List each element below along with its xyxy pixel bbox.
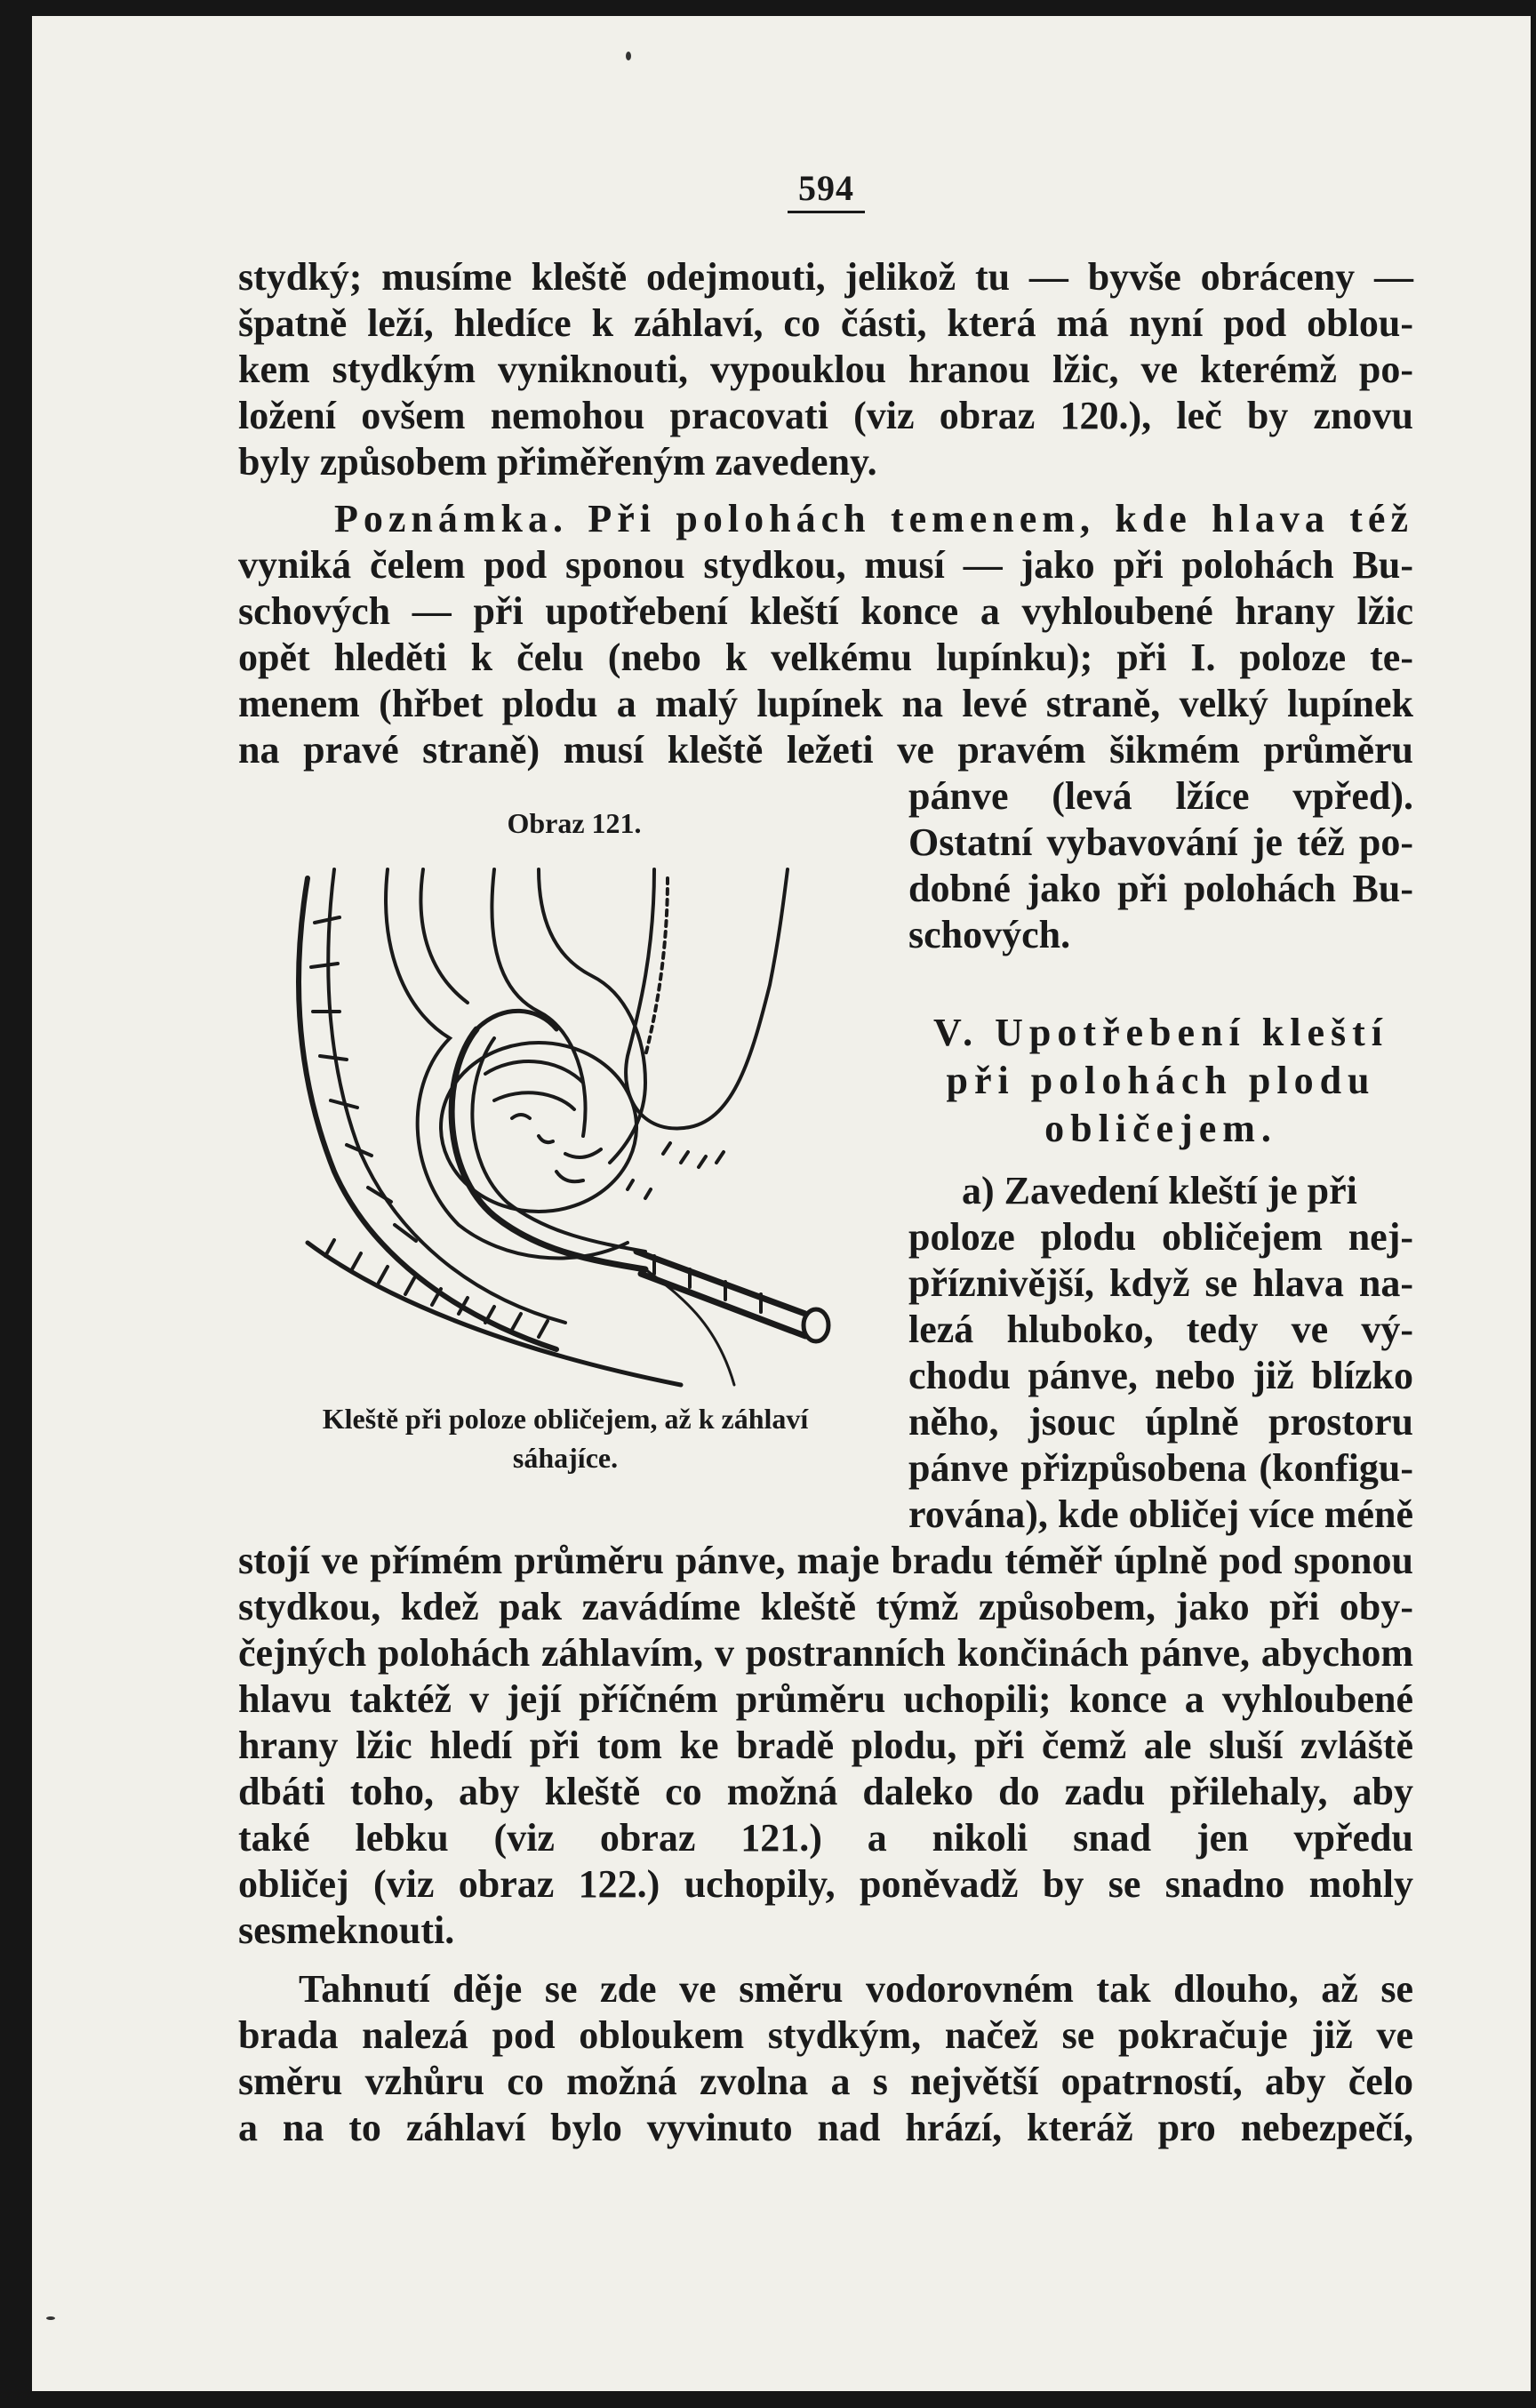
- text-line: stydkou, kdež pak zavádíme kleště týmž způsobem, jako při oby-: [238, 1585, 1413, 1628]
- text-line: kem stydkým vyniknouti, vypouklou hranou lžic, ve kterémž po-: [238, 348, 1413, 391]
- text-line: stojí ve přímém průměru pánve, maje bradu téměř úplně pod sponou: [238, 1539, 1413, 1582]
- text-line: dbáti toho, aby kleště co možná daleko do zadu přilehaly, aby: [238, 1770, 1413, 1813]
- text-line: dobné jako při polohách Bu-: [908, 867, 1413, 910]
- text-line: hlavu taktéž v její příčném průměru uchopili; konce a vyhloubené: [238, 1677, 1413, 1721]
- text-line: vyniká čelem pod sponou stydkou, musí — jako při polohách Bu-: [238, 543, 1413, 587]
- text-line: a na to záhlaví bylo vyvinuto nad hrází, kteráž pro nebezpečí,: [238, 2106, 1413, 2149]
- figure-label: Obraz 121.: [507, 807, 642, 839]
- text-line: poloze plodu obličejem nej-: [908, 1215, 1413, 1259]
- text-line: lezá hluboko, tedy ve vý-: [908, 1308, 1413, 1351]
- note-heading-line: Poznámka. Při polohách temenem, kde hlava též: [334, 497, 1413, 540]
- text-line: na pravé straně) musí kleště ležeti ve pravém šikmém průměru: [238, 728, 1413, 772]
- figure-caption-line: Kleště při poloze obličejem, až k záhlaví: [322, 1403, 809, 1435]
- text-line: opět hleděti k čelu (nebo k velkému lupínku); při I. poloze te-: [238, 636, 1413, 679]
- text-line: obličej (viz obraz 122.) uchopily, poněvadž by se snadno mohly: [238, 1862, 1413, 1906]
- text-line: a) Zavedení kleští je při: [962, 1169, 1357, 1212]
- text-line: stydký; musíme kleště odejmouti, jelikož tu — byvše obráceny —: [238, 255, 1413, 299]
- text-line: schových.: [908, 913, 1071, 956]
- text-line: chodu pánve, nebo již blízko: [908, 1354, 1413, 1397]
- text-line: byly způsobem přiměřeným zavedeny.: [238, 440, 877, 484]
- figure-caption-line: sáhajíce.: [512, 1442, 619, 1474]
- text-line: Tahnutí děje se zde ve směru vodorovném tak dlouho, až se: [299, 1967, 1413, 2011]
- text-line: čejných polohách záhlavím, v postranních končinách pánve, abychom: [238, 1631, 1413, 1675]
- text-line: sesmeknouti.: [238, 1908, 455, 1952]
- text-line: menem (hřbet plodu a malý lupínek na levé straně, velký lupínek: [238, 682, 1413, 725]
- text-line: něho, jsouc úplně prostoru: [908, 1400, 1413, 1444]
- text-line: schových — při upotřebení kleští konce a vyhloubené hrany lžic: [238, 589, 1413, 633]
- forceps-illustration: [272, 852, 859, 1403]
- book-page: [32, 16, 1531, 2391]
- text-line: příznivější, když se hlava na-: [908, 1261, 1413, 1305]
- text-line: také lebku (viz obraz 121.) a nikoli snad jen vpředu: [238, 1816, 1413, 1860]
- text-line: hrany lžic hledí při tom ke bradě plodu, při čemž ale sluší zvláště: [238, 1724, 1413, 1767]
- text-line: špatně leží, hledíce k záhlaví, co části, která má nyní pod oblou-: [238, 301, 1413, 345]
- text-line: pánve (levá lžíce vpřed).: [908, 774, 1413, 818]
- text-line: rována), kde obličej více méně: [908, 1492, 1413, 1536]
- section-heading-line: V. Upotřebení kleští: [933, 1011, 1388, 1054]
- ink-speck: [46, 2316, 55, 2320]
- section-heading-line: při polohách plodu: [946, 1059, 1376, 1102]
- text-line: ložení ovšem nemohou pracovati (viz obraz 120.), leč by znovu: [238, 394, 1413, 437]
- section-heading-line: obličejem.: [1044, 1107, 1277, 1150]
- text-line: Ostatní vybavování je též po-: [908, 820, 1413, 864]
- page-number: 594: [788, 167, 865, 213]
- text-line: pánve přizpůsobena (konfigu-: [908, 1446, 1413, 1490]
- ink-speck: [626, 52, 631, 60]
- text-line: brada nalezá pod obloukem stydkým, načež se pokračuje již ve: [238, 2013, 1413, 2057]
- text-line: směru vzhůru co možná zvolna a s největší opatrností, aby čelo: [238, 2060, 1413, 2103]
